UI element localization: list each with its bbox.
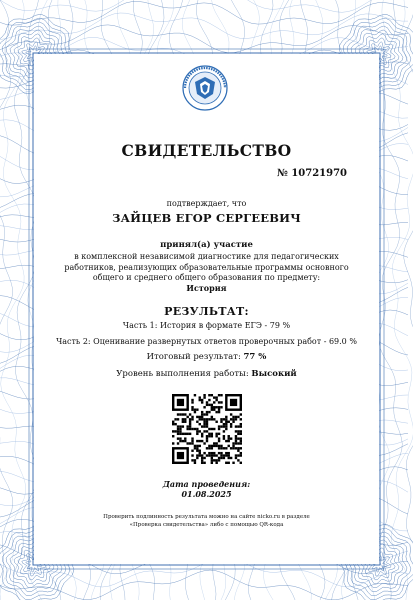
total-result-value: 77 %	[243, 352, 267, 362]
result-part1: Часть 1: История в формате ЕГЭ - 79 %	[122, 321, 291, 330]
participation-text: принял(а) участие	[160, 240, 253, 250]
verification-line: Проверить подлинность результата можно на сайте nicko.ru в разделе	[103, 514, 310, 520]
verification-note	[0, 514, 413, 529]
subject: История	[186, 283, 227, 293]
organization-seal-icon	[175, 64, 235, 112]
total-result-label: Итоговый результат:	[146, 352, 241, 362]
result-part2: Часть 2: Оценивание развернутых ответов проверочных работ - 69.0 %	[56, 337, 357, 346]
result-heading: РЕЗУЛЬТАТ:	[164, 305, 249, 318]
description-line: общего и среднего общего образования по предмету:	[92, 273, 321, 282]
level-value: Высокий	[251, 369, 297, 379]
confirms-text: подтверждает, что	[166, 199, 247, 208]
total-result	[0, 352, 413, 362]
performance-level	[0, 369, 413, 379]
qr-code-icon[interactable]	[172, 394, 242, 464]
description-line: в комплексной независимой диагностике для педагогических	[74, 252, 339, 261]
description-line: работников, реализующих образовательные программы основного	[64, 262, 349, 272]
date-value: 01.08.2025	[181, 489, 232, 499]
certificate-title: СВИДЕТЕЛЬСТВО	[121, 141, 292, 160]
recipient-name: ЗАЙЦЕВ ЕГОР СЕРГЕЕВИЧ	[112, 211, 301, 225]
date-label: Дата проведения:	[162, 479, 251, 489]
verification-line: «Проверка свидетельства» либо с помощью QR-кода	[129, 521, 284, 528]
certificate-number: № 10721970	[276, 168, 347, 179]
level-label: Уровень выполнения работы:	[116, 369, 249, 379]
description	[0, 252, 413, 284]
